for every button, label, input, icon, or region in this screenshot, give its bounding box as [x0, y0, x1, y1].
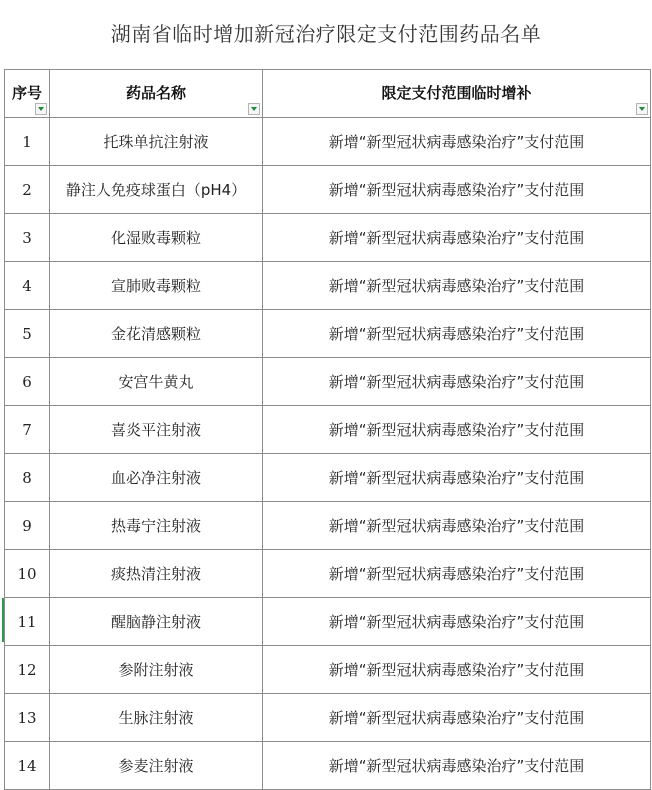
drug-name-cell[interactable]: 化湿败毒颗粒 — [50, 214, 263, 262]
scope-cell[interactable]: 新增“新型冠状病毒感染治疗”支付范围 — [263, 550, 651, 598]
header-no[interactable] — [5, 70, 50, 118]
table-row — [5, 166, 651, 214]
table-row — [5, 550, 651, 598]
table-row — [5, 406, 651, 454]
scope-cell[interactable]: 新增“新型冠状病毒感染治疗”支付范围 — [263, 118, 651, 166]
scope-cell[interactable]: 新增“新型冠状病毒感染治疗”支付范围 — [263, 502, 651, 550]
drug-name-cell[interactable]: 喜炎平注射液 — [50, 406, 263, 454]
scope-cell[interactable]: 新增“新型冠状病毒感染治疗”支付范围 — [263, 646, 651, 694]
header-no-label: 序号 — [11, 84, 42, 102]
sheet-title: 湖南省临时增加新冠治疗限定支付范围药品名单 — [110, 22, 542, 46]
row-number-cell[interactable]: 12 — [5, 646, 50, 694]
table-row — [5, 502, 651, 550]
drug-name-cell[interactable]: 醒脑静注射液 — [50, 598, 263, 646]
row-number-cell[interactable]: 2 — [5, 166, 50, 214]
drug-name-cell[interactable]: 参麦注射液 — [50, 742, 263, 790]
table-row — [5, 454, 651, 502]
row-number-cell[interactable]: 14 — [5, 742, 50, 790]
table-row — [5, 646, 651, 694]
table-row — [5, 214, 651, 262]
row-number-cell[interactable]: 8 — [5, 454, 50, 502]
scope-cell[interactable]: 新增“新型冠状病毒感染治疗”支付范围 — [263, 262, 651, 310]
table-row — [5, 262, 651, 310]
drug-list-table — [4, 69, 651, 790]
drug-name-cell[interactable]: 参附注射液 — [50, 646, 263, 694]
table-row — [5, 310, 651, 358]
filter-dropdown-icon[interactable] — [636, 103, 648, 115]
drug-name-cell[interactable]: 生脉注射液 — [50, 694, 263, 742]
drug-name-cell[interactable]: 宣肺败毒颗粒 — [50, 262, 263, 310]
scope-cell[interactable]: 新增“新型冠状病毒感染治疗”支付范围 — [263, 454, 651, 502]
row-number-cell[interactable]: 9 — [5, 502, 50, 550]
row-number-cell[interactable]: 7 — [5, 406, 50, 454]
scope-cell[interactable]: 新增“新型冠状病毒感染治疗”支付范围 — [263, 694, 651, 742]
table-row — [5, 742, 651, 790]
row-number-cell[interactable]: 3 — [5, 214, 50, 262]
header-name-label: 药品名称 — [125, 84, 186, 102]
row-number-cell[interactable]: 6 — [5, 358, 50, 406]
scope-cell[interactable]: 新增“新型冠状病毒感染治疗”支付范围 — [263, 310, 651, 358]
drug-name-cell[interactable]: 痰热清注射液 — [50, 550, 263, 598]
filter-dropdown-icon[interactable] — [248, 103, 260, 115]
drug-name-cell[interactable]: 安宫牛黄丸 — [50, 358, 263, 406]
row-number-cell[interactable]: 13 — [5, 694, 50, 742]
scope-cell[interactable]: 新增“新型冠状病毒感染治疗”支付范围 — [263, 358, 651, 406]
header-row — [5, 70, 651, 118]
row-number-cell[interactable]: 10 — [5, 550, 50, 598]
table-row — [5, 598, 651, 646]
table-row — [5, 358, 651, 406]
scope-cell[interactable]: 新增“新型冠状病毒感染治疗”支付范围 — [263, 598, 651, 646]
drug-name-cell[interactable]: 热毒宁注射液 — [50, 502, 263, 550]
scope-cell[interactable]: 新增“新型冠状病毒感染治疗”支付范围 — [263, 166, 651, 214]
drug-name-cell[interactable]: 金花清感颗粒 — [50, 310, 263, 358]
scope-cell[interactable]: 新增“新型冠状病毒感染治疗”支付范围 — [263, 742, 651, 790]
header-scope[interactable] — [263, 70, 651, 118]
row-number-cell[interactable]: 4 — [5, 262, 50, 310]
drug-name-cell[interactable]: 静注人免疫球蛋白（pH4） — [50, 166, 263, 214]
scope-cell[interactable]: 新增“新型冠状病毒感染治疗”支付范围 — [263, 214, 651, 262]
header-name[interactable] — [50, 70, 263, 118]
table-row — [5, 118, 651, 166]
active-cell-marker — [2, 598, 4, 642]
drug-name-cell[interactable]: 托珠单抗注射液 — [50, 118, 263, 166]
scope-cell[interactable]: 新增“新型冠状病毒感染治疗”支付范围 — [263, 406, 651, 454]
row-number-cell[interactable]: 5 — [5, 310, 50, 358]
row-number-cell[interactable]: 1 — [5, 118, 50, 166]
table-row — [5, 694, 651, 742]
drug-name-cell[interactable]: 血必净注射液 — [50, 454, 263, 502]
filter-dropdown-icon[interactable] — [35, 103, 47, 115]
header-scope-label: 限定支付范围临时增补 — [381, 84, 532, 102]
row-number-cell[interactable]: 11 — [5, 598, 50, 646]
